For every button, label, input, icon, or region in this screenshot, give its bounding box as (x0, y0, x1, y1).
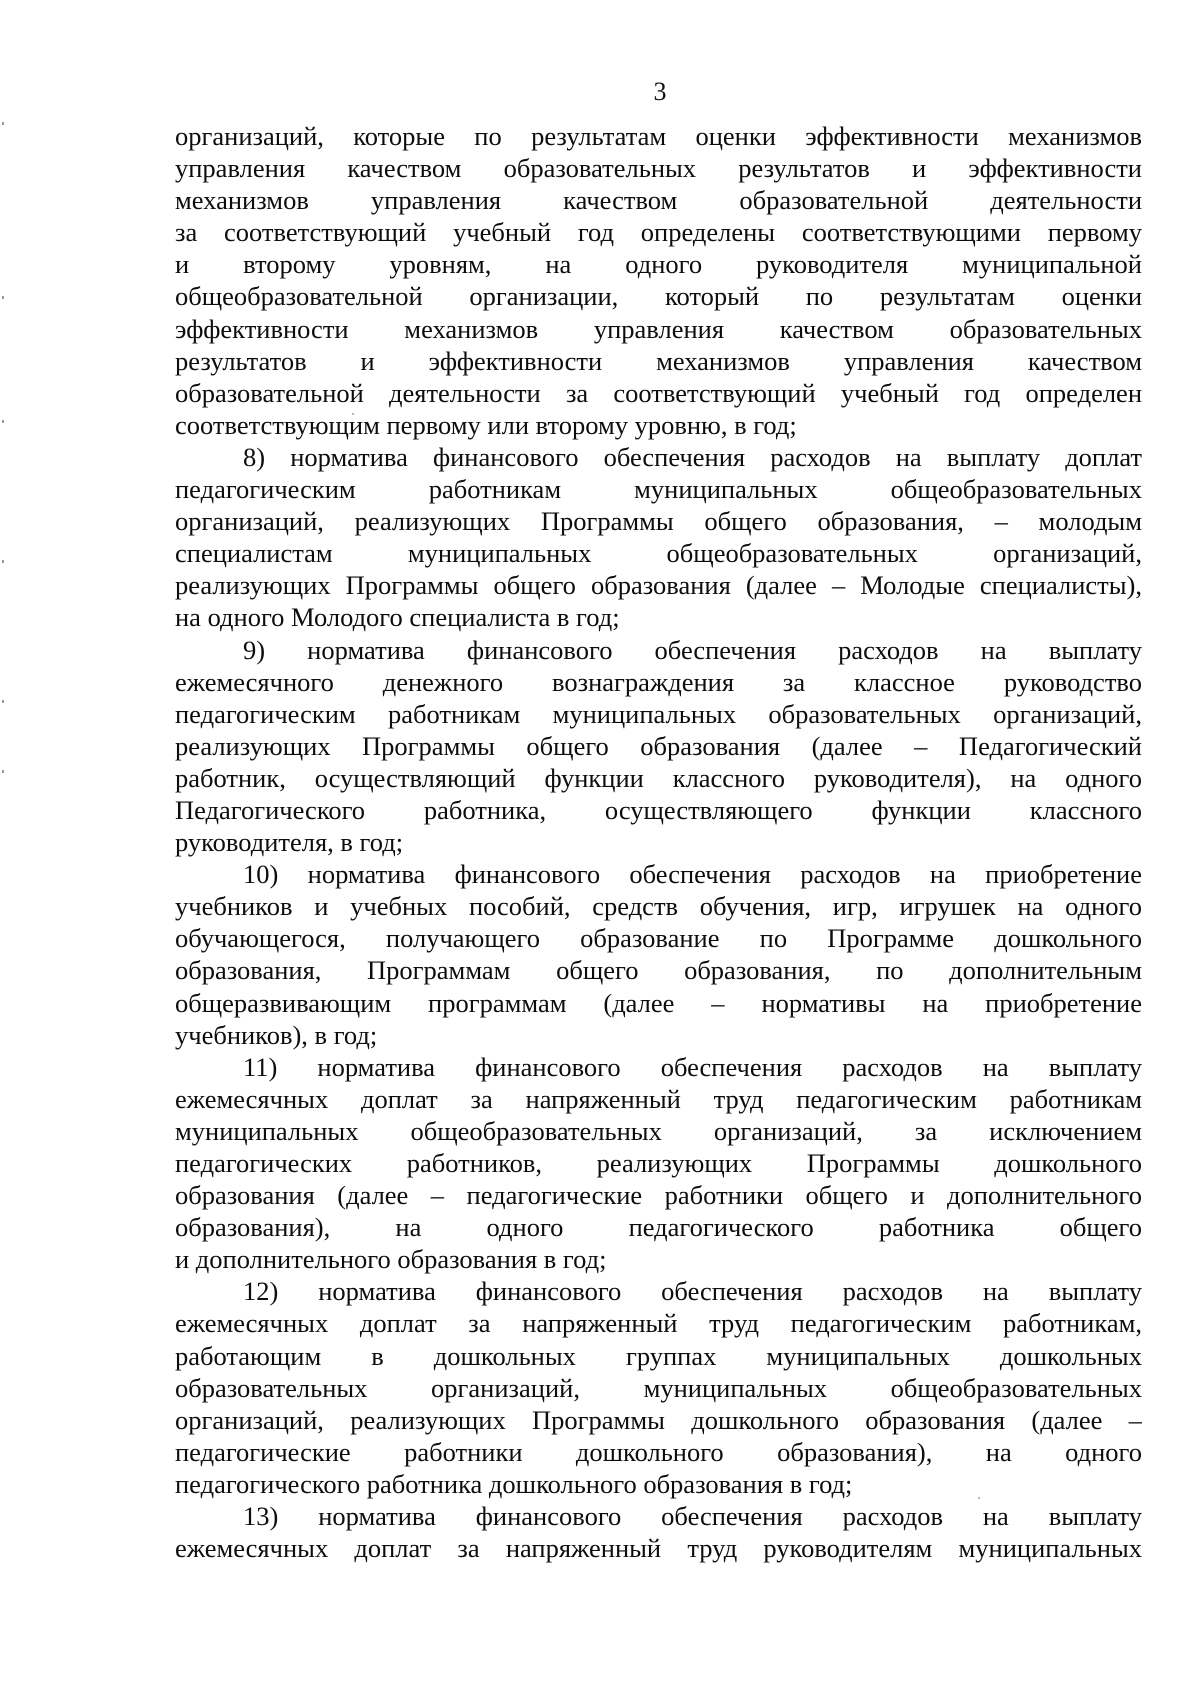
text-line: педагогических работников, реализующих Программы дошкольного (175, 1148, 1142, 1178)
text-line: руководителя, в год; (175, 827, 404, 858)
text-line: общеразвивающим программам (далее – нормативы на приобретение (175, 987, 1142, 1018)
text-line: образования, Программам общего образования, по дополнительным (175, 955, 1142, 986)
text-line: ежемесячного денежного вознаграждения за классное руководство (175, 666, 1142, 697)
text-line: результатов и эффективности механизмов управления качеством (175, 345, 1142, 376)
text-line: ежемесячных доплат за напряженный труд педагогическим работникам, (175, 1308, 1142, 1339)
text-line: образования), на одного педагогического работника общего (175, 1212, 1142, 1243)
document-body (175, 120, 1142, 1564)
text-line: работник, осуществляющий функции классного руководителя), на одного (175, 762, 1142, 793)
text-line: эффективности механизмов управления качеством образовательных (175, 313, 1142, 344)
text-line: образования (далее – педагогические работники общего и дополнительного (175, 1180, 1142, 1211)
text-line: управления качеством образовательных результатов и эффективности (175, 153, 1142, 184)
text-line: муниципальных общеобразовательных организаций, за исключением (175, 1115, 1142, 1146)
text-line: общеобразовательной организации, который по результатам оценки (175, 281, 1142, 312)
text-line: 13) норматива финансового обеспечения расходов на выплату (243, 1501, 1142, 1532)
text-line: ежемесячных доплат за напряженный труд руководителям муниципальных (175, 1533, 1142, 1564)
text-line: механизмов управления качеством образовательной деятельности (175, 185, 1142, 216)
text-line: учебников), в год; (175, 1019, 378, 1050)
text-line: организаций, реализующих Программы общего образования, – молодым (175, 506, 1142, 537)
text-line: на одного Молодого специалиста в год; (175, 602, 620, 633)
text-line: педагогического работника дошкольного образования в год; (175, 1468, 853, 1499)
text-line: организаций, которые по результатам оценки эффективности механизмов (175, 121, 1142, 151)
text-line: реализующих Программы общего образования (далее – Педагогический (175, 730, 1142, 761)
text-line: организаций, реализующих Программы дошкольного образования (далее – (175, 1404, 1142, 1435)
text-line: 12) норматива финансового обеспечения расходов на выплату (243, 1276, 1142, 1307)
text-line: 11) норматива финансового обеспечения расходов на выплату (243, 1051, 1142, 1082)
text-line: ежемесячных доплат за напряженный труд педагогическим работникам (175, 1083, 1142, 1114)
text-line: Педагогического работника, осуществляющего функции классного (175, 794, 1142, 825)
text-line: и второму уровням, на одного руководителя муниципальной (175, 249, 1142, 280)
text-line: педагогическим работникам муниципальных образовательных организаций, (175, 698, 1142, 729)
text-line: образовательной деятельности за соответствующий учебный год определен (175, 377, 1142, 408)
scan-edge-marks (0, 0, 6, 1690)
text-line: реализующих Программы общего образования (далее – Молодые специалисты), (175, 570, 1142, 601)
text-line: работающим в дошкольных группах муниципальных дошкольных (175, 1340, 1142, 1371)
text-line: учебников и учебных пособий, средств обучения, игр, игрушек на одного (175, 891, 1142, 922)
text-line: образовательных организаций, муниципальных общеобразовательных (175, 1372, 1142, 1403)
text-line: 9) норматива финансового обеспечения расходов на выплату (243, 634, 1142, 665)
text-line: специалистам муниципальных общеобразовательных организаций, (175, 538, 1142, 569)
text-line: и дополнительного образования в год; (175, 1244, 607, 1275)
text-line: педагогические работники дошкольного образования), на одного (175, 1436, 1142, 1467)
text-line: соответствующим первому или второму уровню, в год; (175, 409, 797, 440)
text-line: обучающегося, получающего образование по Программе дошкольного (175, 923, 1142, 954)
text-line: 10) норматива финансового обеспечения расходов на приобретение (243, 859, 1142, 890)
text-line: педагогическим работникам муниципальных общеобразовательных (175, 474, 1142, 505)
text-line: за соответствующий учебный год определены соответствующими первому (175, 217, 1142, 248)
text-line: 8) норматива финансового обеспечения расходов на выплату доплат (243, 441, 1142, 472)
page-number: 3 (653, 77, 667, 106)
